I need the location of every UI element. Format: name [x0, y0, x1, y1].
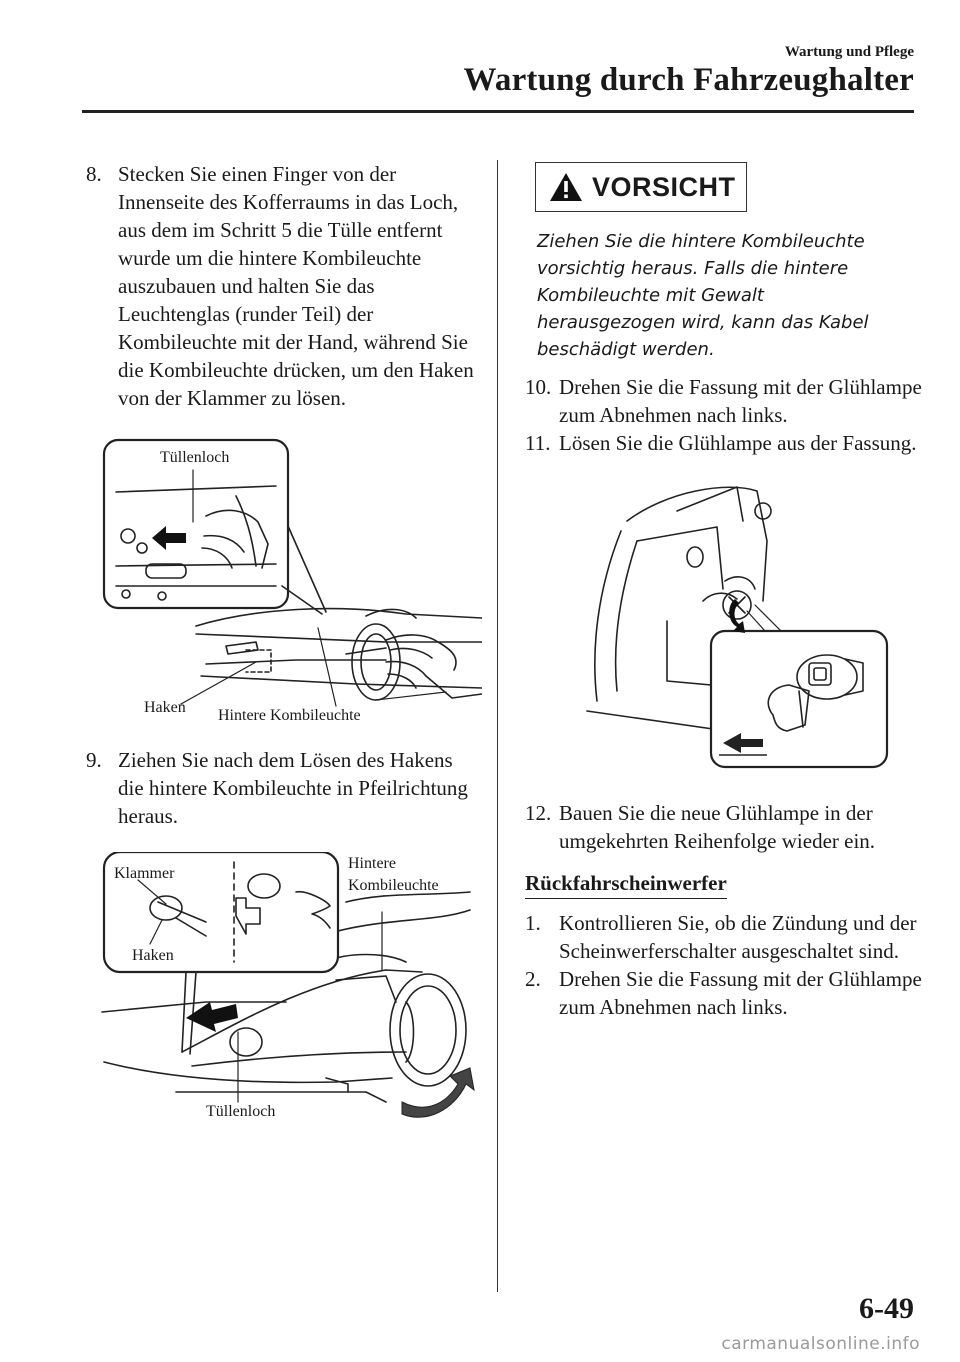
- caution-text: Ziehen Sie die hintere Kombileuchte vorsichtig heraus. Falls die hintere Kombileuchte mit Gewalt herausgezogen wird, kann das Kabel beschädigt werden.: [537, 231, 869, 360]
- label-hintere: Hintere: [348, 855, 396, 872]
- label-tuellenloch: Tüllenloch: [160, 449, 230, 466]
- label-haken-2: Haken: [132, 947, 174, 964]
- step-number: 12.: [525, 801, 552, 825]
- illustration-bulb-socket: [577, 481, 897, 781]
- step-text: Kontrollieren Sie, ob die Zündung und der Scheinwerferschalter ausgeschaltet sind.: [559, 911, 917, 963]
- caution-block: [535, 160, 925, 212]
- step-text: Stecken Sie einen Finger von der Innenseite des Kofferraums in das Loch, aus dem im Schritt 5 die Tülle entfernt wurde um die hintere Kombileuchte auszubauen und halten Sie das Leuchtenglas (runder Teil) der Kombileuchte mit der Hand, während Sie die Kombileuchte drücken, um den Haken von der Klammer zu lösen.: [118, 162, 474, 410]
- caution-label: VORSICHT: [592, 172, 736, 202]
- step-10: [525, 373, 925, 429]
- section-step-2: [525, 965, 925, 1021]
- step-text: Bauen Sie die neue Glühlampe in der umgekehrten Reihenfolge wieder ein.: [559, 801, 876, 853]
- figure-remove-hook: [86, 436, 482, 732]
- step-12: [525, 799, 925, 855]
- figure-bulb-socket: [577, 481, 925, 781]
- step-number: 9.: [86, 748, 102, 772]
- section-step-1: [525, 909, 925, 965]
- page-title: Wartung durch Fahrzeughalter: [463, 62, 914, 98]
- column-divider: [497, 160, 498, 1292]
- step-number: 10.: [525, 375, 552, 399]
- step-number: 11.: [525, 431, 551, 455]
- label-kombileuchte: Kombileuchte: [348, 877, 439, 894]
- header-rule: [82, 110, 914, 113]
- illustration-combination-lamp-hook: [86, 436, 482, 732]
- step-9: [86, 746, 482, 830]
- label-klammer: Klammer: [114, 865, 175, 882]
- step-number: 8.: [86, 162, 102, 186]
- step-number: 2.: [525, 967, 541, 991]
- section-title-reversing-light: Rückfahrscheinwerfer: [525, 869, 727, 899]
- step-number: 1.: [525, 911, 541, 935]
- watermark: carmanualsonline.info: [721, 1334, 920, 1354]
- step-11: [525, 429, 925, 457]
- step-text: Drehen Sie die Fassung mit der Glühlampe zum Abnehmen nach links.: [559, 375, 922, 427]
- label-haken: Haken: [144, 699, 186, 716]
- left-column: [86, 160, 482, 1122]
- step-text: Lösen Sie die Glühlampe aus der Fassung.: [559, 431, 917, 455]
- caution-header: [535, 162, 747, 212]
- page-number: 6-49: [859, 1292, 914, 1325]
- step-8: [86, 160, 482, 412]
- step-text: Drehen Sie die Fassung mit der Glühlampe zum Abnehmen nach links.: [559, 967, 922, 1019]
- label-tuellenloch-2: Tüllenloch: [206, 1103, 276, 1120]
- step-text: Ziehen Sie nach dem Lösen des Hakens die hintere Kombileuchte in Pfeilrichtung heraus.: [118, 748, 468, 828]
- warning-triangle-icon: [548, 171, 584, 203]
- header-section-name: Wartung und Pflege: [784, 44, 914, 60]
- figure-pull-lamp: [86, 852, 482, 1122]
- label-hintere-kombileuchte: Hintere Kombileuchte: [218, 707, 361, 724]
- right-column: [525, 160, 925, 1021]
